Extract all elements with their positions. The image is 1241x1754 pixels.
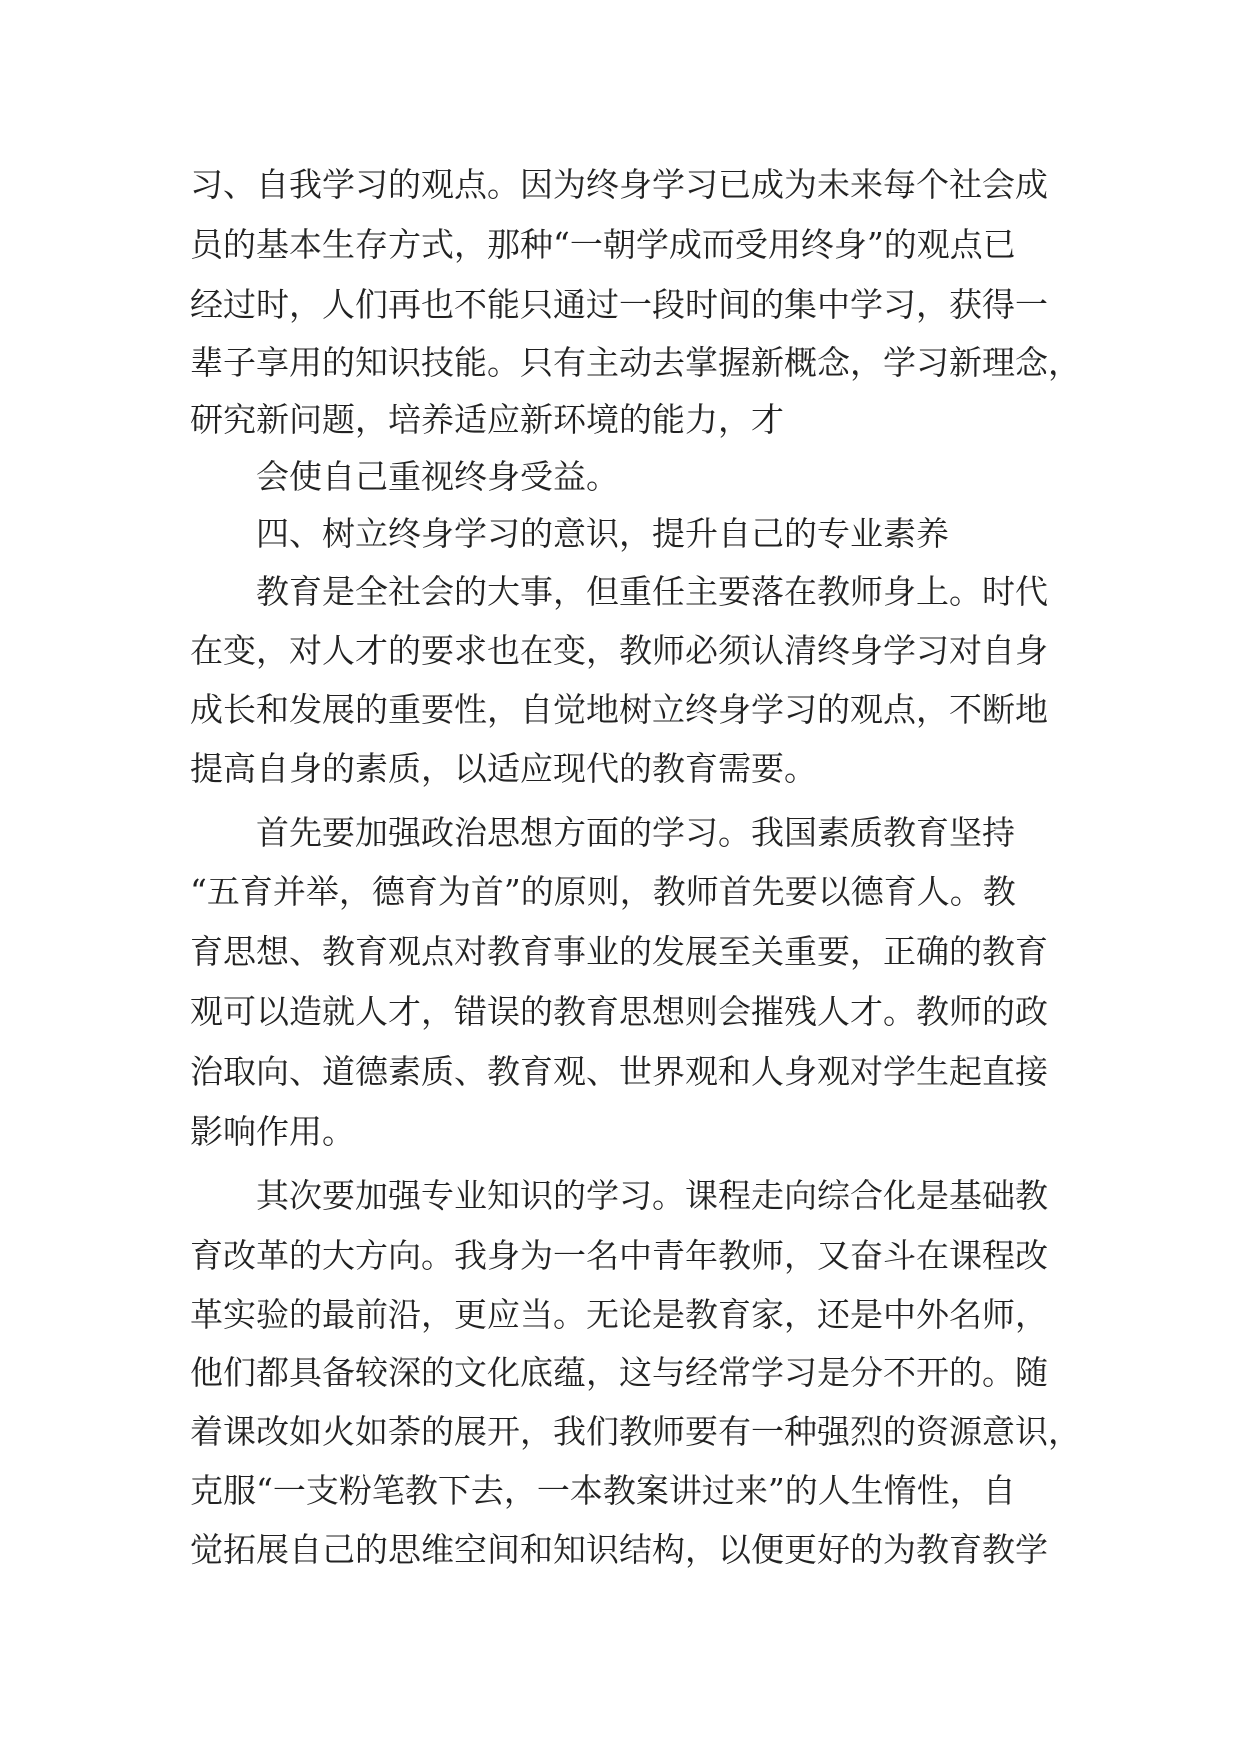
text-line: 经过时，人们再也不能只通过一段时间的集中学习，获得一 <box>190 285 1048 324</box>
text-line: 他们都具备较深的文化底蕴，这与经常学习是分不开的。随 <box>190 1353 1048 1392</box>
text-line: 习、自我学习的观点。因为终身学习已成为未来每个社会成 <box>190 165 1048 204</box>
text-line: 育思想、教育观点对教育事业的发展至关重要，正确的教育 <box>190 932 1048 971</box>
text-line: 在变，对人才的要求也在变，教师必须认清终身学习对自身 <box>190 631 1048 670</box>
text-line: 提高自身的素质，以适应现代的教育需要。 <box>190 749 817 788</box>
text-line: 员的基本生存方式，那种“一朝学成而受用终身”的观点已 <box>190 225 1016 264</box>
text-line: 克服“一支粉笔教下去，一本教案讲过来”的人生惰性，自 <box>190 1471 1016 1510</box>
text-line: 辈子享用的知识技能。只有主动去掌握新概念，学习新理念， <box>190 343 1081 382</box>
section-heading: 四、树立终身学习的意识，提升自己的专业素养 <box>256 514 949 553</box>
text-line: 观可以造就人才，错误的教育思想则会摧残人才。教师的政 <box>190 992 1048 1031</box>
text-line: 会使自己重视终身受益。 <box>256 457 619 496</box>
text-line: 研究新问题，培养适应新环境的能力，才 <box>190 400 784 439</box>
text-line: 影响作用。 <box>190 1112 355 1151</box>
text-line: 觉拓展自己的思维空间和知识结构，以便更好的为教育教学 <box>190 1530 1048 1569</box>
text-line: 其次要加强专业知识的学习。课程走向综合化是基础教 <box>256 1176 1048 1215</box>
text-line: 革实验的最前沿，更应当。无论是教育家，还是中外名师， <box>190 1295 1048 1334</box>
text-line: 治取向、道德素质、教育观、世界观和人身观对学生起直接 <box>190 1052 1048 1091</box>
text-line: 着课改如火如荼的展开，我们教师要有一种强烈的资源意识， <box>190 1412 1081 1451</box>
text-line: 成长和发展的重要性，自觉地树立终身学习的观点，不断地 <box>190 690 1048 729</box>
text-line: 教育是全社会的大事，但重任主要落在教师身上。时代 <box>256 572 1048 611</box>
text-line: 首先要加强政治思想方面的学习。我国素质教育坚持 <box>256 813 1015 852</box>
text-line: “五育并举，德育为首”的原则，教师首先要以德育人。教 <box>190 872 1016 911</box>
text-line: 育改革的大方向。我身为一名中青年教师，又奋斗在课程改 <box>190 1236 1048 1275</box>
